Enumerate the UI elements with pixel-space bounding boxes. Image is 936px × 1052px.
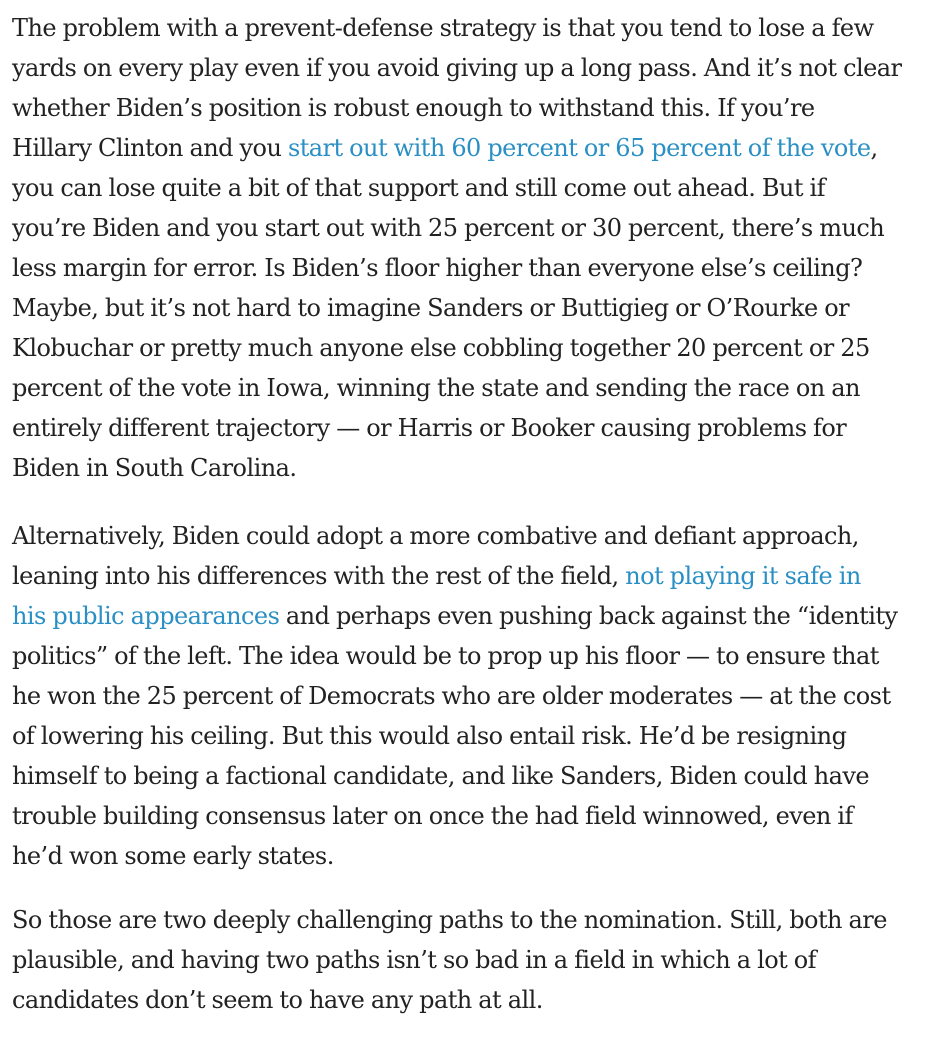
link-vote-share[interactable]: start out with 60 percent or 65 percent of the vote [287, 134, 871, 162]
text-line: Alternatively, Biden could adopt a more combative and defiant approach, [12, 522, 859, 550]
link-public-appearances[interactable]: his public appearances [12, 602, 280, 630]
text-segment: and perhaps even pushing back against the “identity [279, 602, 898, 630]
text-line: himself to being a factional candidate, and like Sanders, Biden could have [12, 762, 870, 790]
text-line: percent of the vote in Iowa, winning the state and sending the race on an [12, 374, 860, 402]
text-line: he’d won some early states. [12, 842, 334, 870]
text-line: you’re Biden and you start out with 25 percent or 30 percent, there’s much [12, 214, 885, 242]
text-segment: , [870, 134, 878, 162]
text-segment: leaning into his differences with the rest of the field, [12, 562, 626, 590]
text-line: Klobuchar or pretty much anyone else cobbling together 20 percent or 25 [12, 334, 870, 362]
text-line: trouble building consensus later on once the had field winnowed, even if [12, 802, 853, 830]
text-line: entirely different trajectory — or Harris or Booker causing problems for [12, 414, 847, 442]
text-line: Maybe, but it’s not hard to imagine Sanders or Buttigieg or O’Rourke or [12, 294, 850, 322]
text-line [12, 596, 936, 636]
text-line: politics” of the left. The idea would be to prop up his floor — to ensure that [12, 642, 879, 670]
paragraph [12, 8, 936, 488]
text-line: of lowering his ceiling. But this would also entail risk. He’d be resigning [12, 722, 847, 750]
text-line: yards on every play even if you avoid giving up a long pass. And it’s not clear [12, 54, 902, 82]
text-line: he won the 25 percent of Democrats who are older moderates — at the cost [12, 682, 891, 710]
text-line [12, 128, 936, 168]
text-line: plausible, and having two paths isn’t so bad in a field in which a lot of [12, 946, 817, 974]
text-line: whether Biden’s position is robust enough to withstand this. If you’re [12, 94, 815, 122]
text-line: The problem with a prevent-defense strategy is that you tend to lose a few [12, 14, 874, 42]
paragraph-spacer [12, 876, 936, 900]
text-line: So those are two deeply challenging paths to the nomination. Still, both are [12, 906, 887, 934]
text-line: you can lose quite a bit of that support and still come out ahead. But if [12, 174, 825, 202]
text-line: less margin for error. Is Biden’s floor higher than everyone else’s ceiling? [12, 254, 863, 282]
text-line: candidates don’t seem to have any path at all. [12, 986, 543, 1014]
text-line [12, 556, 936, 596]
text-line: Biden in South Carolina. [12, 454, 297, 482]
paragraph [12, 900, 936, 1020]
paragraph-spacer [12, 488, 936, 516]
paragraph [12, 516, 936, 876]
text-segment: Hillary Clinton and you [12, 134, 288, 162]
link-public-appearances[interactable]: not playing it safe in [625, 562, 861, 590]
